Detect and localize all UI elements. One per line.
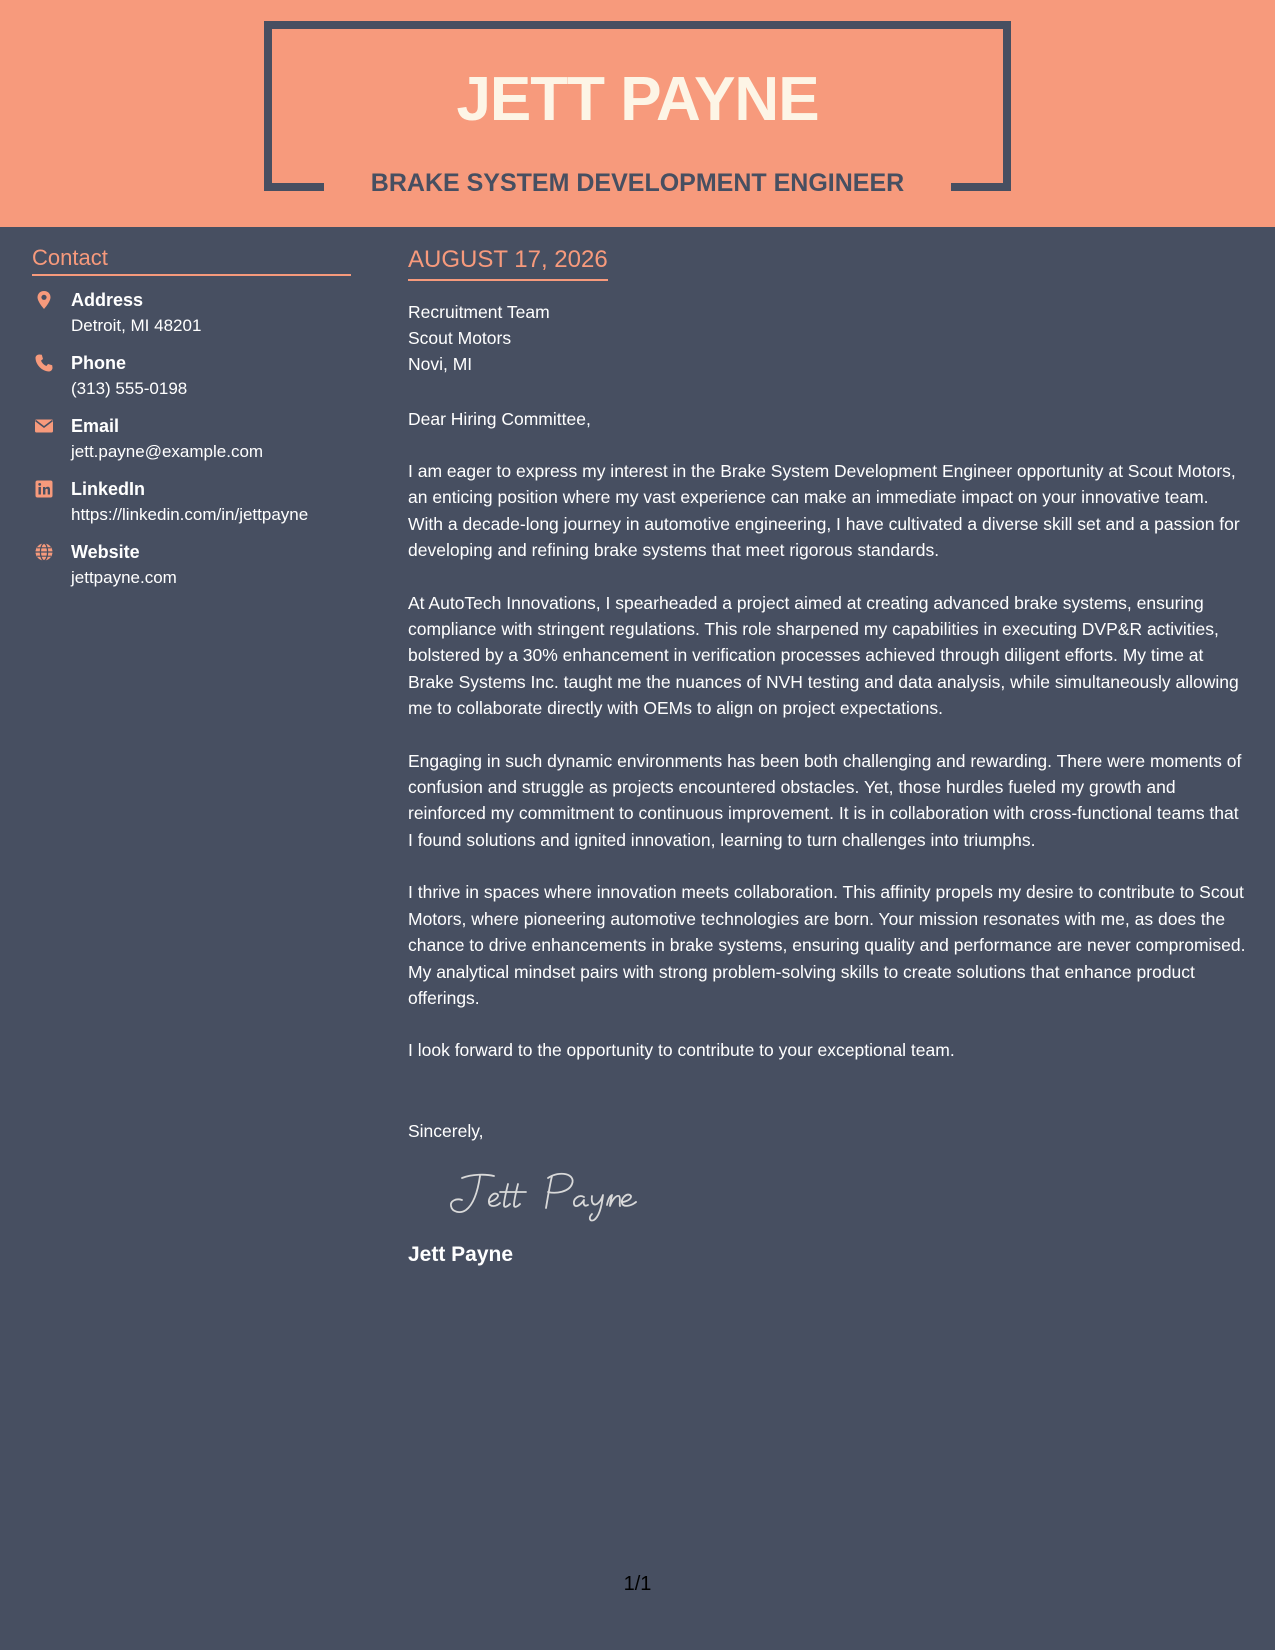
contact-item-linkedin (32, 477, 351, 540)
recipient-block (408, 299, 1248, 377)
map-pin-icon (34, 290, 54, 310)
contact-label: Address (71, 290, 144, 310)
contact-value: Detroit, MI 48201 (71, 316, 202, 335)
contact-value: https://linkedin.com/in/jettpayne (71, 505, 309, 524)
contact-item-phone (32, 351, 351, 414)
letter-paragraph: I thrive in spaces where innovation meets collaboration. This affinity propels my desire to contribute to Scout Motors, where pioneering automotive technologies are born. Your mission resonates with me, as does the chance to drive enhancements in brake systems, ensuring quality and performance are never compromised. My analytical mindset pairs with strong problem-solving skills to create solutions that enhance product offerings. (408, 882, 1246, 1008)
letter-paragraph: I am eager to express my interest in the Brake System Development Engineer opportunity at Scout Motors, an enticing position where my vast experience can make an immediate impact on your innovative team. With a decade-long journey in automotive engineering, I have cultivated a diverse skill set and a passion for developing and refining brake systems that meet rigorous standards. (408, 461, 1240, 561)
contact-item-address (32, 288, 351, 351)
contact-label: Phone (71, 353, 127, 373)
header-banner (0, 0, 1275, 227)
contact-item-email (32, 414, 351, 477)
letter-body (408, 244, 1248, 1269)
handwritten-signature (442, 1164, 662, 1224)
signer-name: Jett Payne (408, 1242, 514, 1266)
recipient-line: Novi, MI (408, 354, 473, 374)
salutation: Dear Hiring Committee, (408, 409, 591, 429)
contact-item-website (32, 540, 351, 603)
closing: Sincerely, (408, 1120, 484, 1141)
contact-value: (313) 555-0198 (71, 379, 188, 398)
globe-icon (34, 542, 54, 562)
letter-paragraph: Engaging in such dynamic environments has been both challenging and rewarding. There were moments of confusion and struggle as projects encountered obstacles. Yet, those hurdles fueled my growth and reinforced my commitment to continuous improvement. It is in collaboration with cross-functional teams that I found solutions and ignited innovation, learning to turn challenges into triumphs. (408, 750, 1242, 850)
contact-list (32, 288, 351, 603)
contact-label: Email (71, 416, 120, 436)
recipient-line: Recruitment Team (408, 302, 550, 322)
job-title: BRAKE SYSTEM DEVELOPMENT ENGINEER (370, 169, 905, 197)
recipient-line: Scout Motors (408, 328, 512, 348)
contact-sidebar (32, 244, 351, 603)
contact-value: jettpayne.com (71, 568, 177, 587)
envelope-icon (34, 416, 54, 436)
page-number: 1/1 (623, 1573, 652, 1595)
linkedin-icon (34, 479, 54, 499)
contact-label: Website (71, 542, 140, 562)
letter-paragraph: I look forward to the opportunity to contribute to your exceptional team. (408, 1040, 955, 1061)
contact-label: LinkedIn (71, 479, 146, 499)
applicant-name: JETT PAYNE (456, 65, 819, 134)
phone-icon (34, 353, 54, 373)
letter-date: AUGUST 17, 2026 (408, 244, 608, 281)
letter-paragraph: At AutoTech Innovations, I spearheaded a project aimed at creating advanced brake systems, ensuring compliance with stringent regulations. This role sharpened my capabilities in executing DVP&R activities, bolstered by a 30% enhancement in verification processes achieved through diligent efforts. My time at Brake Systems Inc. taught me the nuances of NVH testing and data analysis, while simultaneously allowing me to collaborate directly with OEMs to align on project expectations. (408, 592, 1239, 719)
contact-heading: Contact (32, 244, 351, 276)
contact-value: jett.payne@example.com (71, 442, 264, 461)
